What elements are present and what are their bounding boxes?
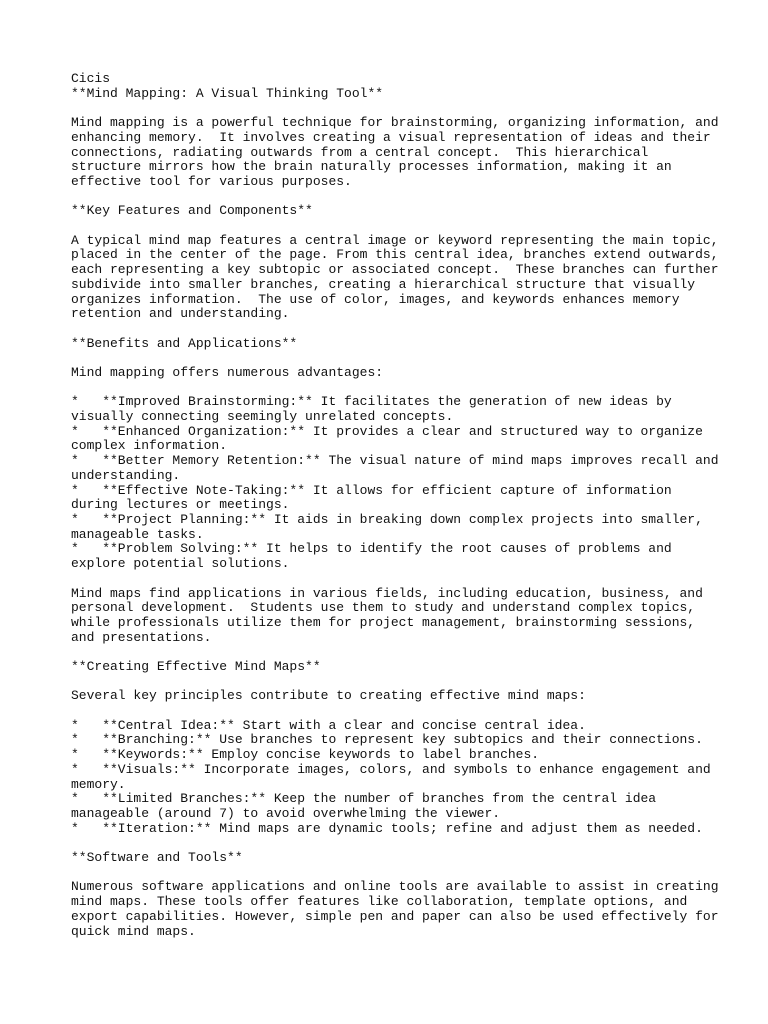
list-item bbox=[71, 748, 711, 763]
paragraph-line: structure mirrors how the brain naturally processes information, making it an bbox=[71, 159, 672, 175]
list-item bbox=[71, 453, 719, 483]
list-item bbox=[71, 719, 711, 734]
paragraph-line: subdivide into smaller branches, creating a hierarchical structure that visually bbox=[71, 276, 696, 292]
section-heading: **Benefits and Applications** bbox=[71, 335, 298, 351]
list-item bbox=[71, 484, 711, 513]
spacer bbox=[71, 101, 711, 116]
list-item-line: * **Keywords:** Employ concise keywords to label branches. bbox=[71, 747, 540, 763]
paragraph-line: retention and understanding. bbox=[71, 306, 290, 322]
paragraph-line: placed in the center of the page. From this central idea, branches extend outwards, bbox=[71, 247, 719, 263]
list-item bbox=[71, 542, 711, 571]
list-item-line: manageable (around 7) to avoid overwhelming the viewer. bbox=[71, 806, 501, 821]
list-item-line: * **Central Idea:** Start with a clear and concise central idea. bbox=[71, 717, 586, 733]
list-item-line: * **Limited Branches:** Keep the number of branches from the central idea bbox=[71, 791, 657, 807]
paragraph-line: and presentations. bbox=[71, 629, 212, 645]
paragraph-line: enhancing memory. It involves creating a visual representation of ideas and their bbox=[71, 129, 711, 145]
paragraph-line: export capabilities. However, simple pen and paper can also be used effectively for bbox=[71, 908, 719, 924]
list-item bbox=[71, 395, 711, 424]
spacer bbox=[71, 381, 711, 396]
section-heading: **Software and Tools** bbox=[71, 850, 243, 866]
paragraph-line: Mind maps find applications in various fields, including education, business, and bbox=[71, 585, 703, 601]
spacer bbox=[71, 836, 711, 851]
section-heading: **Creating Effective Mind Maps** bbox=[71, 659, 321, 674]
list-item-line: complex information. bbox=[71, 438, 228, 454]
list-item-line: * **Visuals:** Incorporate images, colors, and symbols to enhance engagement and bbox=[71, 761, 711, 777]
spacer bbox=[71, 572, 711, 587]
list-item-line: explore potential solutions. bbox=[71, 556, 290, 572]
section-intro: Several key principles contribute to creating effective mind maps: bbox=[71, 688, 586, 704]
spacer bbox=[71, 645, 711, 660]
list-item-line: * **Problem Solving:** It helps to identify the root causes of problems and bbox=[71, 541, 672, 557]
list-item-line: during lectures or meetings. bbox=[71, 497, 290, 513]
list-item-line: understanding. bbox=[71, 467, 181, 483]
paragraph-line: while professionals utilize them for project management, brainstorming sessions, bbox=[71, 614, 696, 630]
spacer bbox=[71, 704, 711, 719]
principles-list bbox=[71, 719, 711, 837]
paragraph-line: A typical mind map features a central image or keyword representing the main topic, bbox=[71, 232, 719, 248]
software-paragraph bbox=[71, 879, 719, 939]
spacer bbox=[71, 190, 711, 205]
spacer bbox=[71, 675, 711, 690]
list-item-line: * **Effective Note-Taking:** It allows for efficient capture of information bbox=[71, 482, 672, 498]
list-item bbox=[71, 792, 711, 821]
paragraph-line: mind maps. These tools offer features like collaboration, template options, and bbox=[71, 894, 688, 910]
list-item bbox=[71, 763, 711, 792]
paragraph-line: personal development. Students use them to study and understand complex topics, bbox=[71, 600, 696, 616]
paragraph-line: quick mind maps. bbox=[71, 923, 196, 939]
list-item-line: * **Project Planning:** It aids in breaking down complex projects into smaller, bbox=[71, 512, 703, 527]
section-heading: **Key Features and Components** bbox=[71, 203, 313, 219]
benefits-list bbox=[71, 394, 719, 572]
paragraph-line: each representing a key subtopic or associated concept. These branches can further bbox=[71, 262, 719, 278]
list-item-line: manageable tasks. bbox=[71, 526, 204, 542]
section-intro: Mind mapping offers numerous advantages: bbox=[71, 364, 384, 380]
paragraph-line: organizes information. The use of color, images, and keywords enhances memory bbox=[71, 291, 680, 307]
list-item bbox=[71, 425, 711, 454]
paragraph-line: Numerous software applications and online tools are available to assist in creating bbox=[71, 879, 719, 895]
spacer bbox=[71, 866, 711, 881]
paragraph-line: Mind mapping is a powerful technique for brainstorming, organizing information, and bbox=[71, 115, 719, 131]
paragraph-line: effective tool for various purposes. bbox=[71, 173, 352, 189]
list-item-line: memory. bbox=[71, 776, 126, 792]
list-item bbox=[71, 513, 711, 542]
list-item-line: visually connecting seemingly unrelated concepts. bbox=[71, 409, 454, 425]
document-page bbox=[71, 71, 719, 939]
heading-fragment: Cicis bbox=[71, 71, 111, 86]
list-item-line: * **Branching:** Use branches to represent key subtopics and their connections. bbox=[71, 732, 703, 748]
list-item bbox=[71, 822, 711, 837]
list-item-line: * **Better Memory Retention:** The visual nature of mind maps improves recall and bbox=[71, 453, 719, 469]
document-title: **Mind Mapping: A Visual Thinking Tool** bbox=[71, 85, 384, 101]
intro-paragraph bbox=[71, 115, 719, 190]
spacer bbox=[71, 351, 711, 366]
list-item-line: * **Improved Brainstorming:** It facilitates the generation of new ideas by bbox=[71, 394, 672, 410]
applications-paragraph bbox=[71, 587, 711, 646]
list-item bbox=[71, 733, 711, 748]
paragraph-line: connections, radiating outwards from a central concept. This hierarchical bbox=[71, 144, 649, 160]
spacer bbox=[71, 322, 711, 337]
list-item-line: * **Iteration:** Mind maps are dynamic tools; refine and adjust them as needed. bbox=[71, 820, 703, 836]
spacer bbox=[71, 219, 711, 234]
list-item-line: * **Enhanced Organization:** It provides a clear and structured way to organize bbox=[71, 423, 703, 439]
key-features-paragraph bbox=[71, 232, 719, 322]
